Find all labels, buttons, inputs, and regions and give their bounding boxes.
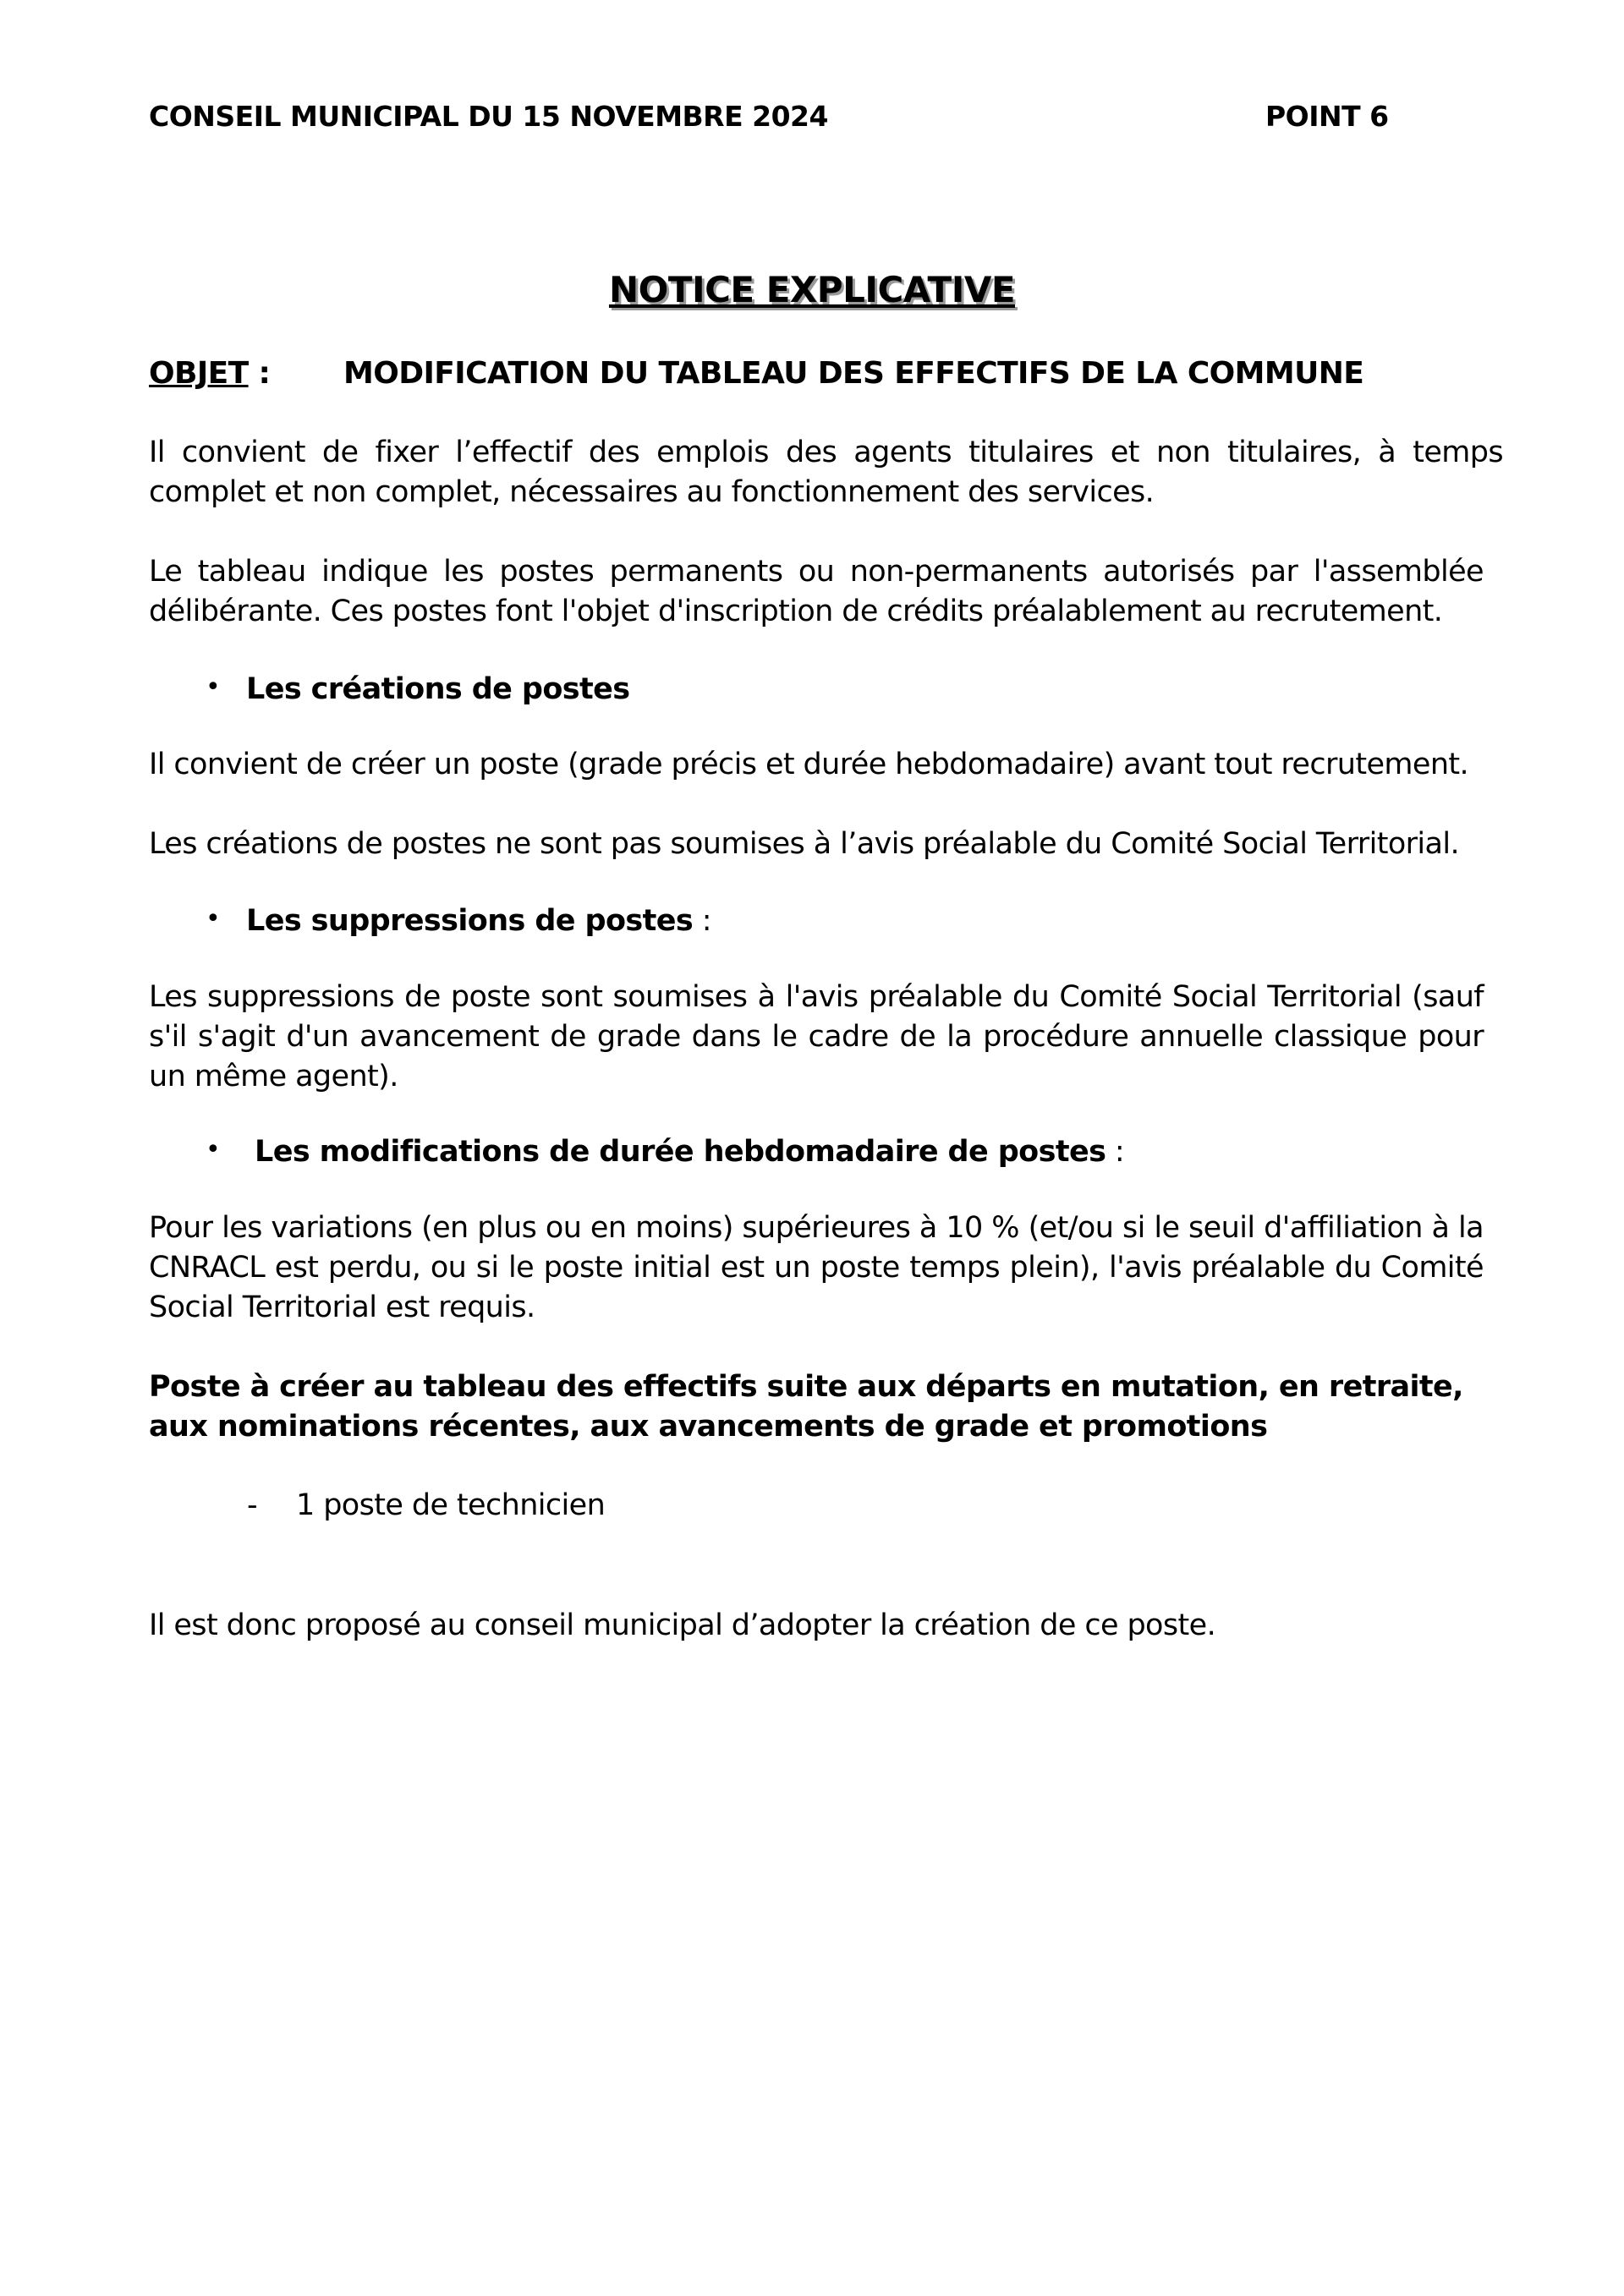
bullet-suppressions [246, 904, 711, 938]
bullet-creations [246, 672, 630, 706]
objet-colon: : [248, 356, 271, 391]
bullet-icon: • [206, 1135, 221, 1164]
objet-text: MODIFICATION DU TABLEAU DES EFFECTIFS DE LA COMMUNE [343, 356, 1364, 391]
paragraph-1: Il convient de fixer l’effectif des emplois des agents titulaires et non titulaires, à temps complet et non complet, nécessaires au fonctionnement des services. [149, 436, 1503, 509]
bold-paragraph: Poste à créer au tableau des effectifs suite aux départs en mutation, en retraite, aux nominations récentes, aux avancements de grade et promotions [149, 1370, 1463, 1444]
paragraph-4: Les suppressions de poste sont soumises à l'avis préalable du Comité Social Territorial (sauf s'il s'agit d'un avancement de grade dans le cadre de la procédure annuelle classique pour un même agent). [149, 980, 1484, 1093]
objet-line [149, 353, 1484, 393]
paragraph-3b: Les créations de postes ne sont pas soumises à l’avis préalable du Comité Social Territorial. [149, 827, 1460, 861]
bullet-label: Les modifications de durée hebdomadaire de postes [255, 1135, 1106, 1169]
objet-label: OBJET [149, 356, 249, 391]
bullet-modifications [255, 1135, 1124, 1169]
list-item: 1 poste de technicien [296, 1488, 606, 1522]
list-dash: - [247, 1488, 258, 1522]
bullet-icon: • [206, 904, 221, 934]
paragraph-5: Pour les variations (en plus ou en moins) supérieures à 10 % (et/ou si le seuil d'affiliation à la CNRACL est perdu, ou si le poste initial est un poste temps plein), l'avis préalable du Comité Social Territorial est requis. [149, 1211, 1484, 1324]
header-point: POINT 6 [1265, 100, 1389, 133]
bullet-label: Les suppressions de postes [246, 904, 694, 938]
final-paragraph: Il est donc proposé au conseil municipal d’adopter la création de ce poste. [149, 1608, 1216, 1642]
bullet-suffix: : [693, 904, 711, 938]
paragraph-3a: Il convient de créer un poste (grade précis et durée hebdomadaire) avant tout recrutement. [149, 748, 1469, 781]
page-title: NOTICE EXPLICATIVE [608, 269, 1016, 310]
bullet-label: Les créations de postes [246, 672, 630, 706]
paragraph-2: Le tableau indique les postes permanents ou non-permanents autorisés par l'assemblée délibérante. Ces postes font l'objet d'inscription de crédits préalablement au recrutement. [149, 555, 1484, 628]
header-meeting: CONSEIL MUNICIPAL DU 15 NOVEMBRE 2024 [149, 100, 828, 133]
bullet-suffix: : [1106, 1135, 1125, 1169]
bullet-icon: • [206, 672, 221, 702]
